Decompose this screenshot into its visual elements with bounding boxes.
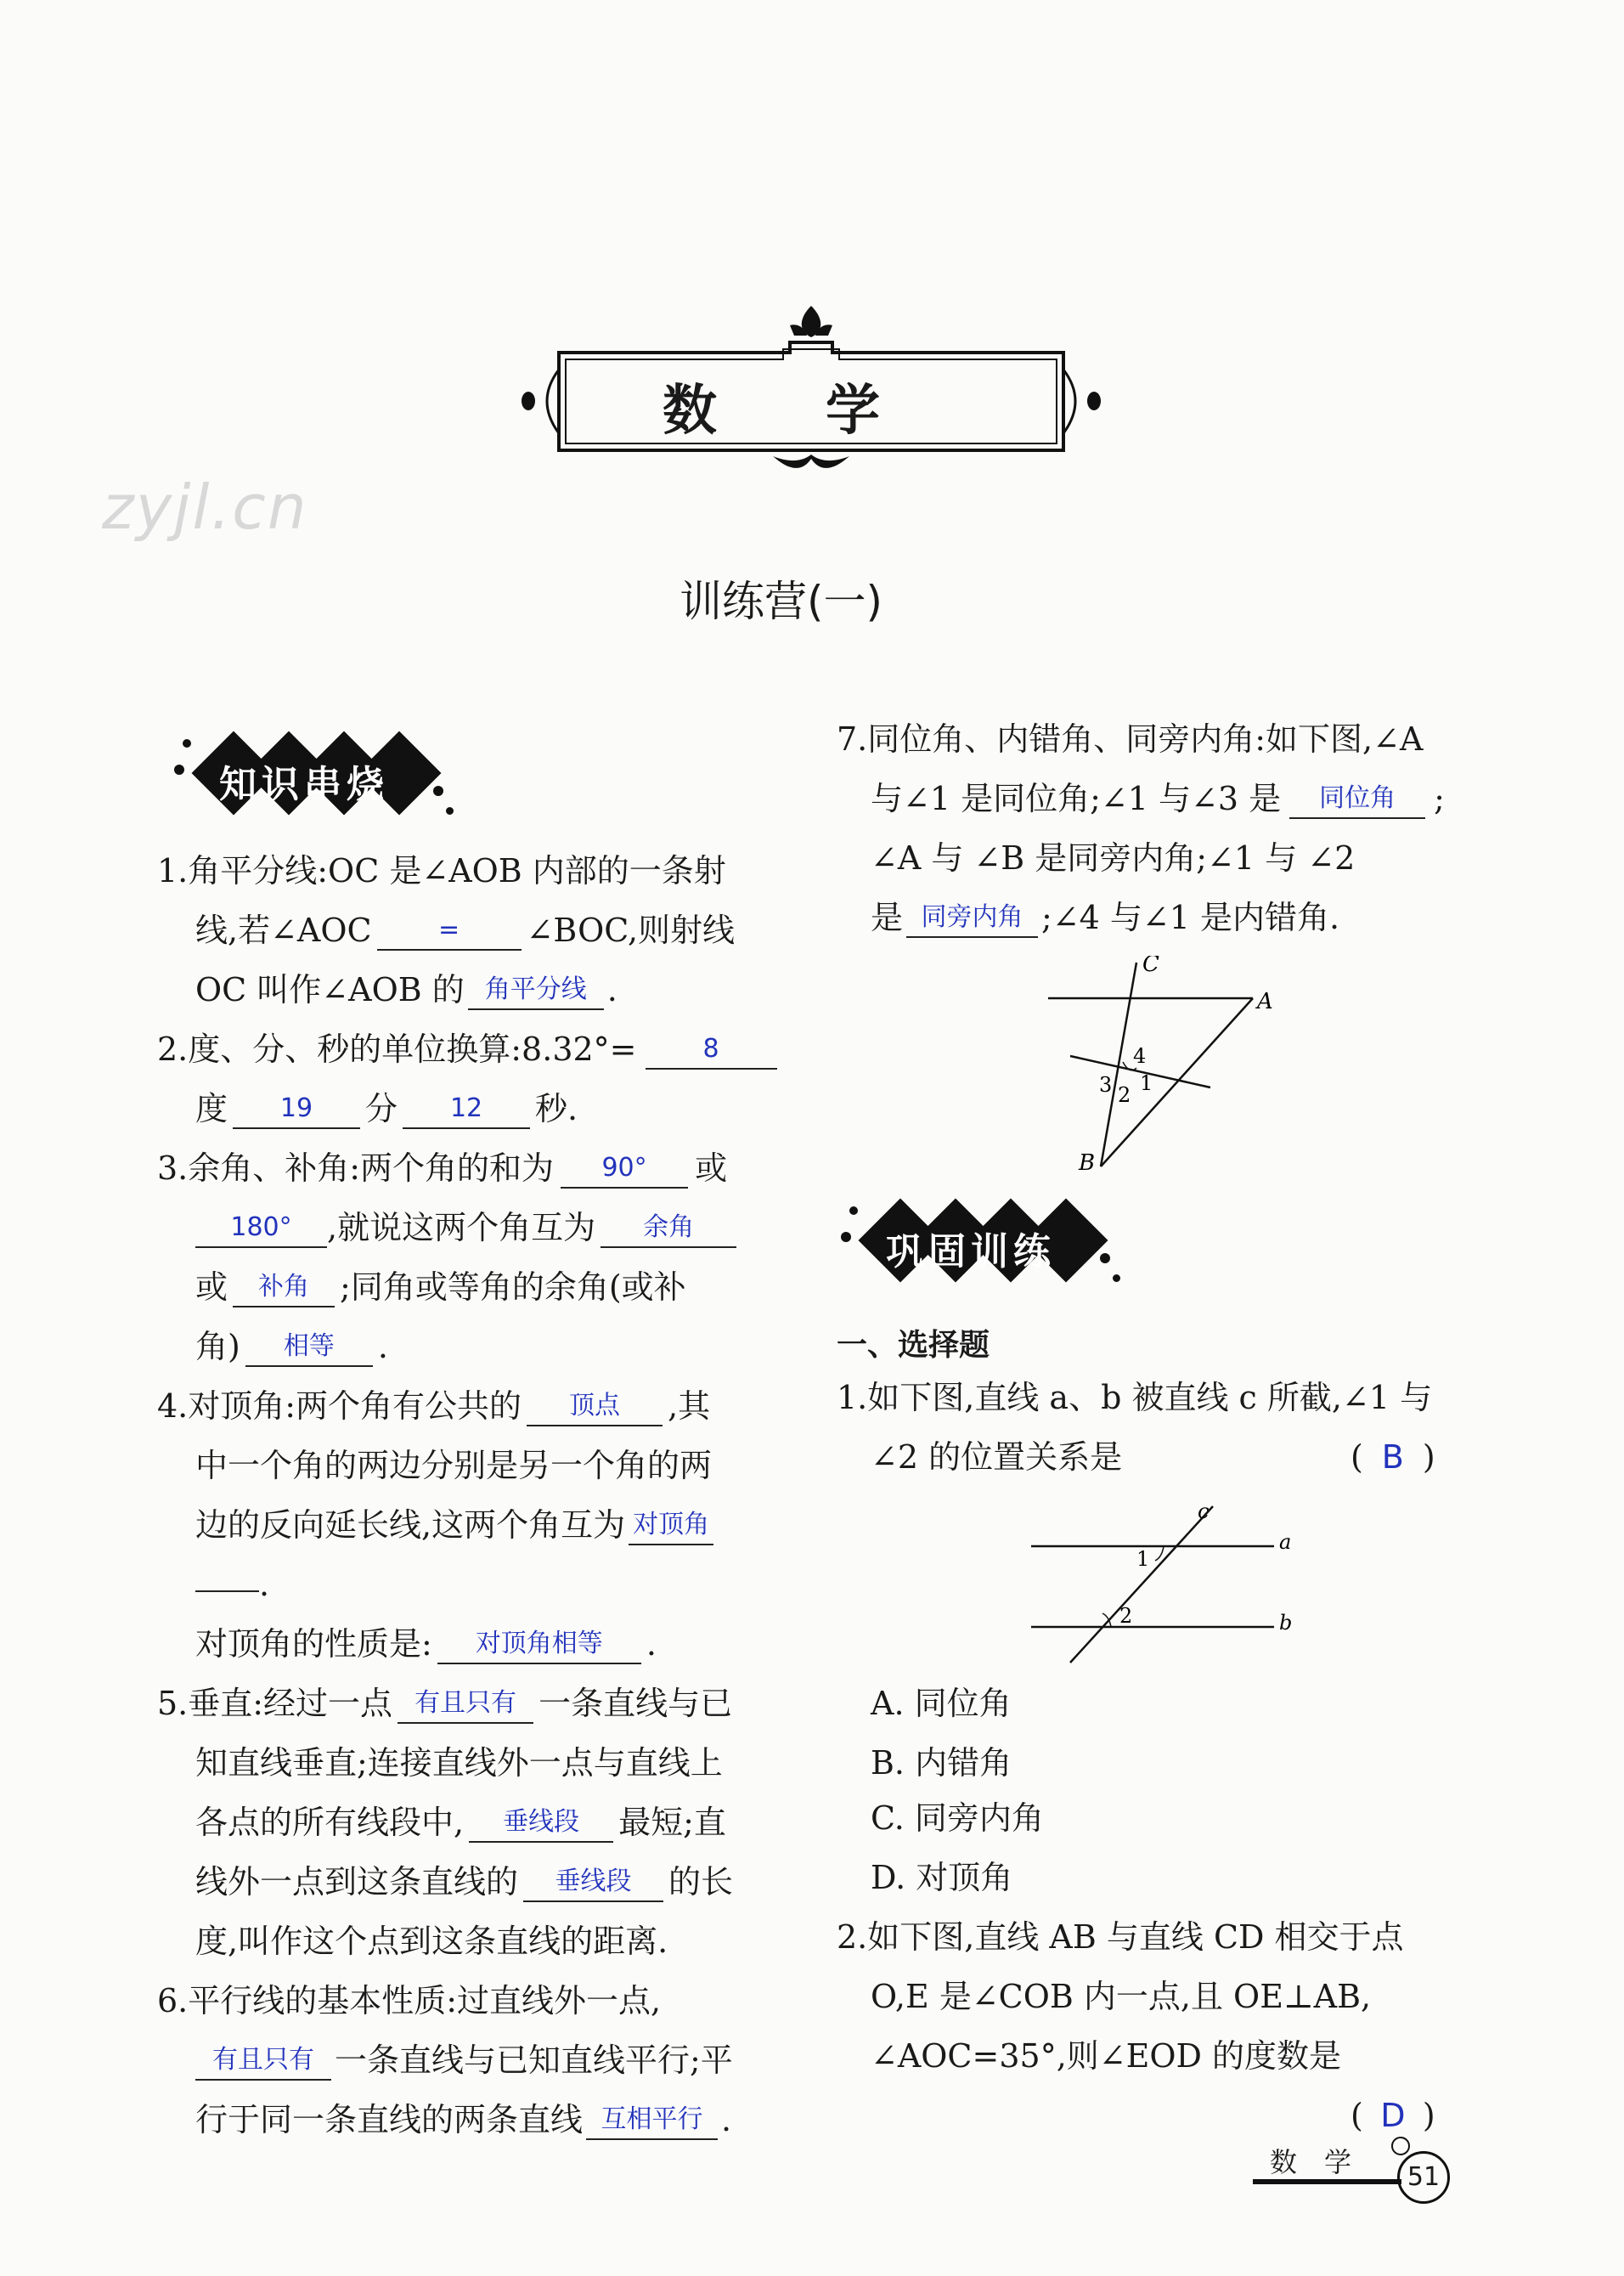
line-c [1070,1506,1213,1663]
q3-line2: 180° ,就说这两个角互为 余角 [195,1198,736,1257]
q4-line5: 对顶角的性质是: 对顶角相等 . [195,1625,657,1663]
c2-answer: ( D ) [1351,2086,1435,2145]
line-ab [1101,998,1253,1166]
c1-option-a[interactable]: A. 同位角 [871,1685,1012,1722]
q1-line1: 1.角平分线:OC 是∠AOB 内部的一条射 [157,852,726,890]
q7-line4: 是 同旁内角 ;∠4 与∠1 是内错角. [871,899,1340,936]
q6-line3: 行于同一条直线的两条直线 互相平行 . [195,2101,732,2138]
q7-line2: 与∠1 是同位角;∠1 与∠3 是 同位角 ; [871,780,1445,817]
answer-choice[interactable]: B [1381,1438,1404,1476]
answer-blank[interactable]: 垂线段 [523,1863,663,1902]
c1-option-d[interactable]: D. 对顶角 [871,1859,1013,1896]
q5-line3: 各点的所有线段中, 垂线段 最短;直 [195,1804,726,1841]
watermark: zyjl.cn [102,472,308,543]
angle-4-label: 4 [1133,1044,1147,1068]
angle-1-label: 1 [1140,1071,1153,1095]
page-number: 51 [1397,2151,1450,2204]
answer-blank[interactable]: 角平分线 [468,971,604,1010]
q5-line5: 度,叫作这个点到这条直线的距离. [195,1923,668,1960]
q4-line4: . [195,1555,269,1614]
answer-blank[interactable]: 同旁内角 [906,899,1038,938]
answer-blank[interactable]: 有且只有 [195,2042,331,2081]
lesson-title: 训练营(一) [679,577,883,626]
q3-line1: 3.余角、补角:两个角的和为 90° 或 [157,1149,728,1187]
angle-2-label: 2 [1119,1604,1133,1628]
q1-line2: 线,若∠AOC = ∠BOC,则射线 [195,912,736,949]
badge-practice: 巩固训练 [837,1194,1125,1287]
answer-blank[interactable]: 相等 [245,1328,373,1367]
answer-blank[interactable]: 顶点 [527,1387,663,1426]
answer-blank-ext [195,1590,259,1592]
q4-line2: 中一个角的两边分别是另一个角的两 [195,1447,713,1484]
page-number-dot [1391,2137,1410,2155]
q5-line4: 线外一点到这条直线的 垂线段 的长 [195,1863,734,1900]
c1-option-b[interactable]: B. 内错角 [871,1744,1012,1782]
answer-choice[interactable]: D [1380,2097,1406,2134]
answer-blank[interactable]: 180° [195,1209,327,1248]
q2-line2: 度 19 分 12 秒. [195,1090,578,1127]
q4-line3: 边的反向延长线,这两个角互为 对顶角 [195,1495,713,1555]
answer-blank[interactable]: 垂线段 [469,1804,613,1843]
answer-blank[interactable]: 对顶角 [629,1506,713,1545]
q7-line1: 7.同位角、内错角、同旁内角:如下图,∠A [837,720,1424,758]
c1-line2: ∠2 的位置关系是 [871,1438,1123,1476]
answer-blank[interactable]: 8 [646,1031,777,1070]
answer-blank[interactable]: 同位角 [1289,780,1425,819]
q5-line2: 知直线垂直;连接直线外一点与直线上 [195,1744,723,1782]
q6-line1: 6.平行线的基本性质:过直线外一点, [157,1982,662,2019]
answer-blank[interactable]: 19 [233,1090,360,1129]
q6-line2: 有且只有 一条直线与已知直线平行;平 [195,2030,733,2090]
c1-option-c[interactable]: C. 同旁内角 [871,1799,1044,1837]
answer-blank[interactable]: 互相平行 [586,2101,718,2140]
label-b: B [1079,1150,1096,1176]
footer-rule [1253,2179,1401,2184]
answer-blank[interactable]: 有且只有 [398,1685,533,1724]
footer-subject: 数 学 [1270,2146,1352,2178]
answer-blank[interactable]: 对顶角相等 [437,1625,641,1664]
q4-line1: 4.对顶角:两个角有公共的 顶点 ,其 [157,1387,711,1425]
angle-3-label: 3 [1099,1073,1113,1097]
c2-line1: 2.如下图,直线 AB 与直线 CD 相交于点 [837,1918,1404,1956]
c2-line3: ∠AOC=35°,则∠EOD 的度数是 [871,2037,1342,2075]
label-a: a [1279,1530,1292,1554]
q3-line4: 角) 相等 . [195,1328,388,1365]
figure-angles-triangle [1045,956,1283,1185]
label-c: c [1198,1499,1210,1523]
c1-line1: 1.如下图,直线 a、b 被直线 c 所截,∠1 与 [837,1379,1433,1416]
subject-title: 数 学 [663,380,880,443]
answer-blank[interactable]: 余角 [601,1209,736,1248]
q7-line3: ∠A 与 ∠B 是同旁内角;∠1 与 ∠2 [871,839,1356,877]
badge-knowledge: 知识串烧 [170,726,459,820]
q1-line3: OC 叫作∠AOB 的 角平分线 . [195,971,617,1008]
c2-line2: O,E 是∠COB 内一点,且 OE⊥AB, [871,1978,1372,2015]
angle-2-label: 2 [1118,1083,1131,1107]
q2-line1: 2.度、分、秒的单位换算:8.32°= 8 [157,1019,777,1079]
label-c: C [1142,956,1159,977]
section-heading-choice: 一、选择题 [837,1328,990,1363]
label-b: b [1279,1611,1293,1635]
answer-blank[interactable]: 90° [561,1149,688,1189]
q5-line1: 5.垂直:经过一点 有且只有 一条直线与已 [157,1685,733,1722]
figure-parallel-lines [1028,1499,1308,1669]
answer-blank[interactable]: 补角 [233,1268,335,1307]
q3-line3: 或 补角 ;同角或等角的余角(或补 [195,1268,686,1306]
answer-blank[interactable]: 12 [403,1090,530,1129]
label-a: A [1257,989,1273,1014]
answer-blank[interactable]: = [377,912,522,951]
c1-answer: ( B ) [1351,1427,1435,1487]
angle-1-label: 1 [1136,1547,1150,1571]
